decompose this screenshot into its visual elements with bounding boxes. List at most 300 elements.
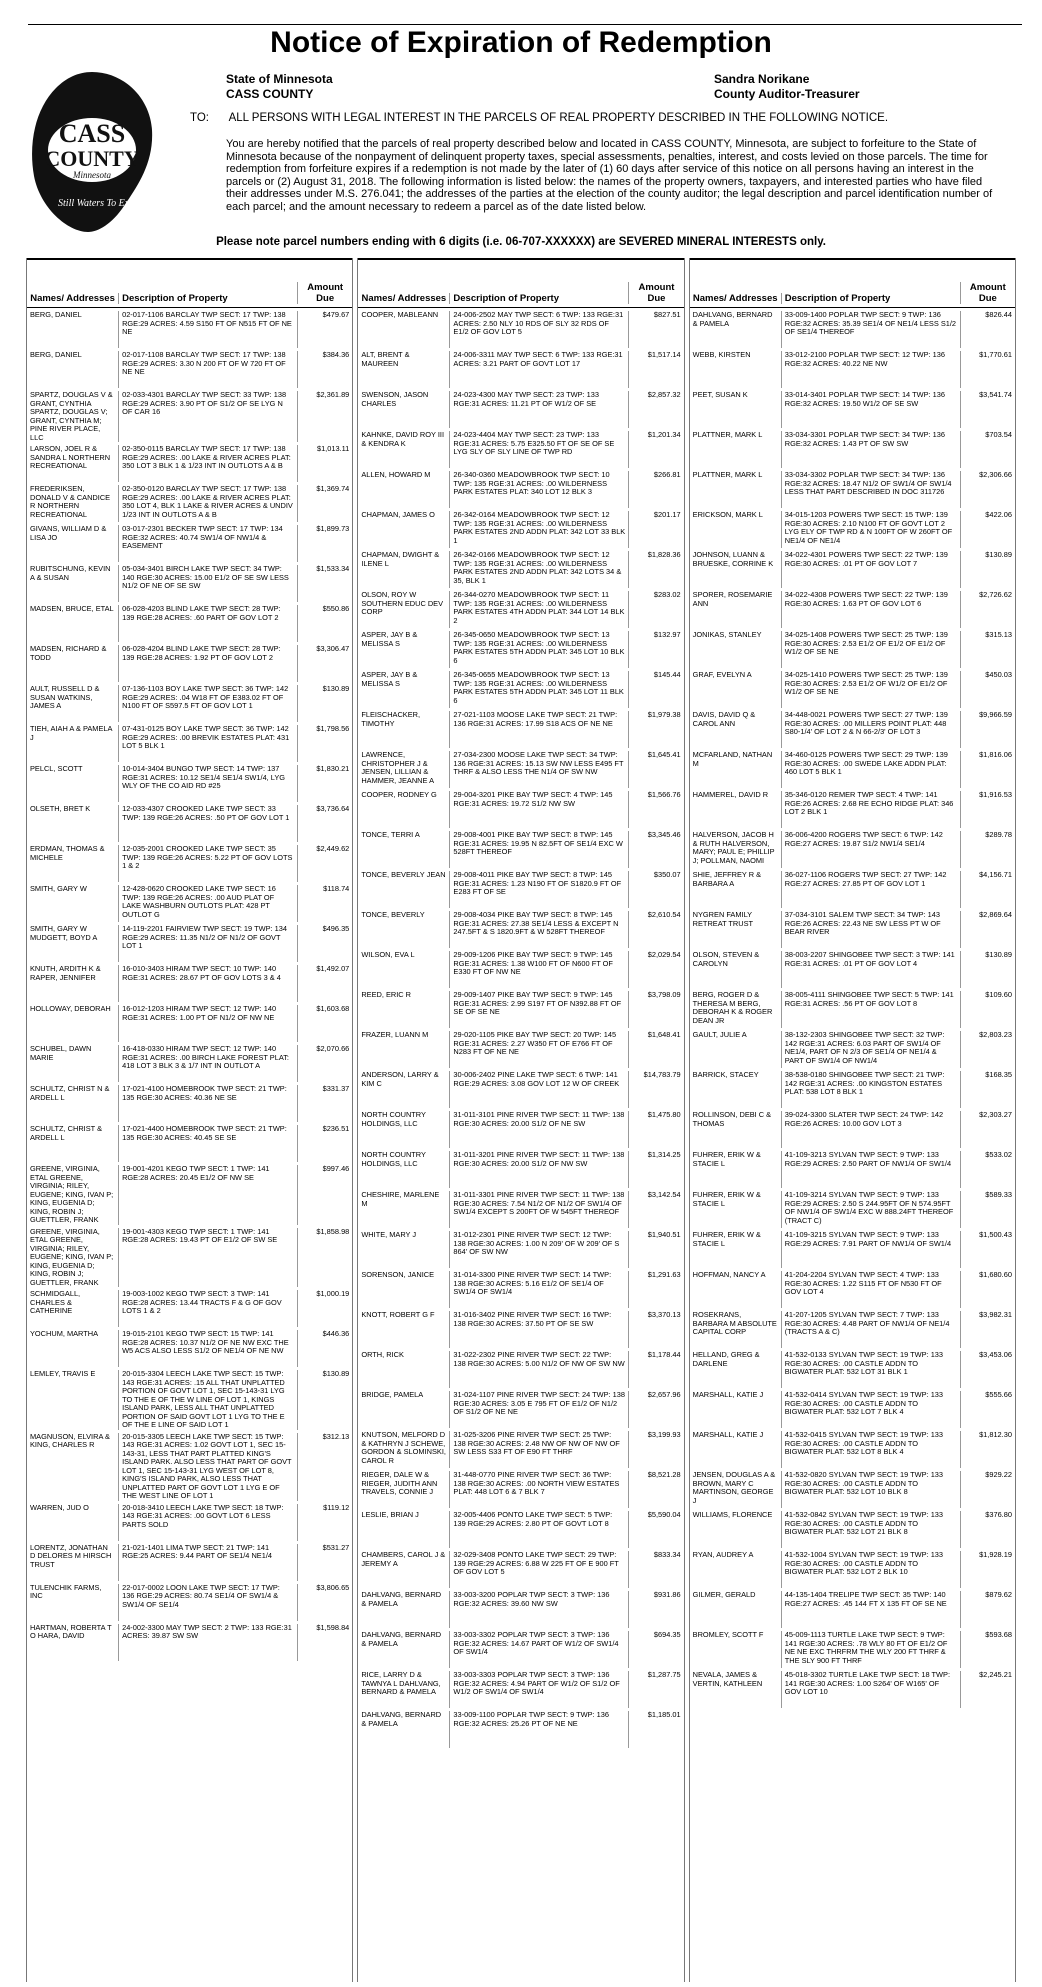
owner-names: MARSHALL, KATIE J	[692, 1390, 764, 1399]
amount-due: $2,869.64	[960, 911, 1015, 948]
owner-names: BERG, DANIEL	[30, 350, 82, 359]
table-row	[358, 388, 683, 428]
owner-names: DAHLVANG, BERNARD & PAMELA	[361, 1630, 442, 1648]
table-row	[358, 668, 683, 708]
owner-names: WARREN, JUD O	[30, 1502, 89, 1512]
owner-names: ASPER, JAY B & MELISSA S	[361, 670, 418, 688]
property-description: 12-033-4307 CROOKED LAKE TWP SECT: 33 TWP: 139 RGE:26 ACRES: .50 PT OF GOV LOT 1	[118, 805, 297, 842]
table-row	[27, 962, 352, 1002]
amount-due: $2,070.66	[297, 1045, 352, 1082]
table-row	[690, 1308, 1015, 1348]
property-description: 24-002-3300 MAY TWP SECT: 2 TWP: 133 RGE:31 ACRES: 39.87 SW SW	[118, 1624, 297, 1661]
table-row	[690, 1548, 1015, 1588]
table-header	[27, 258, 352, 308]
amount-due: $2,303.27	[960, 1111, 1015, 1148]
property-description: 10-014-3404 BUNGO TWP SECT: 14 TWP: 137 RGE:31 ACRES: 10.12 SE1/4 SE1/4 SW1/4, LYG WLY OF THE CO AID RD #25	[118, 765, 297, 802]
table-row	[690, 1668, 1015, 1708]
amount-due: $997.46	[297, 1165, 352, 1225]
table-row	[358, 948, 683, 988]
owner-names: SORENSON, JANICE	[361, 1270, 435, 1279]
table-row	[690, 1388, 1015, 1428]
owner-names: TULENCHIK FARMS, INC	[30, 1582, 102, 1600]
property-description: 34-022-4308 POWERS TWP SECT: 22 TWP: 139 RGE:30 ACRES: 1.63 PT OF GOV LOT 6	[781, 591, 960, 628]
property-description: 33-012-2100 POPLAR TWP SECT: 12 TWP: 136 RGE:32 ACRES: 40.22 NE NW	[781, 351, 960, 388]
owner-names: MADSEN, BRUCE, ETAL	[30, 604, 114, 613]
table-row	[358, 1148, 683, 1188]
owner-names: HALVERSON, JACOB H & RUTH HALVERSON, MARY; PAUL E; PHILLIP J; POLLMAN, NAOMI	[692, 830, 775, 865]
table-row	[27, 442, 352, 482]
owner-names: ERDMAN, THOMAS & MICHELE	[30, 844, 105, 862]
property-description: 24-006-2502 MAY TWP SECT: 6 TWP: 133 RGE:31 ACRES: 2.50 NLY 10 RDS OF SLY 32 RDS OF E1/2 OF GOV LOT 5	[449, 311, 628, 348]
property-description: 26-345-0650 MEADOWBROOK TWP SECT: 13 TWP: 135 RGE:31 ACRES: .00 WILDERNESS PARK ESTATES 5TH ADDN PLAT: 345 LOT 10 BLK 6	[449, 631, 628, 668]
amount-due: $2,245.21	[960, 1671, 1015, 1708]
owner-names: RYAN, AUDREY A	[692, 1550, 754, 1559]
table-row	[27, 722, 352, 762]
table-header	[358, 258, 683, 308]
amount-due: $315.13	[960, 631, 1015, 668]
owner-names: SCHULTZ, CHRIST & ARDELL L	[30, 1124, 102, 1142]
owner-names: LEMLEY, TRAVIS E	[30, 1369, 96, 1378]
property-description: 33-003-3200 POPLAR TWP SECT: 3 TWP: 136 RGE:32 ACRES: 39.60 NW SW	[449, 1591, 628, 1628]
property-description: 26-342-0166 MEADOWBROOK TWP SECT: 12 TWP: 135 RGE:31 ACRES: .00 WILDERNESS PARK ESTATES 2ND ADDN PLAT: 342 LOTS 34 & 35, BLK 1	[449, 551, 628, 588]
table-row	[690, 1068, 1015, 1108]
owner-names: ANDERSON, LARRY & KIM C	[361, 1070, 439, 1088]
property-description: 20-015-3305 LEECH LAKE TWP SECT: 15 TWP: 143 RGE:31 ACRES: 1.02 GOVT LOT 1, SEC 15-143-31, LESS THAT PART PLATTED KING'S ISLAND PARK. ALSO LESS THAT PART OF GOVT LOT 1, SEC 15-143-31 LYG WEST OF LOT 8, KING'S ISLAND PARK, ALSO LESS THAT UNPLATTED PART OF GOVT LOT 1 LYG E OF THE WEST LINE OF LOT 1	[118, 1433, 297, 1501]
amount-due: $1,517.14	[628, 351, 683, 388]
property-description: 38-132-2303 SHINGOBEE TWP SECT: 32 TWP: 142 RGE:31 ACRES: 6.03 PART OF SW1/4 OF NE1/4, PART OF N 2/3 OF SE1/4 OF NE1/4 & PART OF SW1/4 OF NW1/4	[781, 1031, 960, 1068]
table-row	[27, 482, 352, 522]
owner-names: LORENTZ, JONATHAN D DELORES M HIRSCH TRUST	[30, 1542, 112, 1569]
table-row	[27, 1122, 352, 1162]
property-description: 41-532-0414 SYLVAN TWP SECT: 19 TWP: 133 RGE:30 ACRES: .00 CASTLE ADDN TO BIGWATER PLAT: 532 LOT 7 BLK 4	[781, 1391, 960, 1428]
table-row	[27, 1042, 352, 1082]
property-description: 31-024-1107 PINE RIVER TWP SECT: 24 TWP: 138 RGE:30 ACRES: 3.05 E 795 FT OF E1/2 OF N1/2 OF S1/2 OF NE NE	[449, 1391, 628, 1428]
property-description: 30-006-2402 PINE LAKE TWP SECT: 6 TWP: 141 RGE:29 ACRES: 3.08 GOV LOT 12 W OF CREEK	[449, 1071, 628, 1108]
property-description: 34-015-1203 POWERS TWP SECT: 15 TWP: 139 RGE:30 ACRES: 2.10 N100 FT OF GOVT LOT 2 LYG ELY OF TWP RD & N 100FT OF W 260FT OF NE1/4 OF NE1/4	[781, 511, 960, 548]
table-row	[27, 602, 352, 642]
property-description: 29-008-4001 PIKE BAY TWP SECT: 8 TWP: 145 RGE:31 ACRES: 19.95 N 82.5FT OF SE1/4 EXC W 528FT THEREOF	[449, 831, 628, 868]
amount-due: $1,492.07	[297, 965, 352, 1002]
property-description: 17-021-4400 HOMEBROOK TWP SECT: 21 TWP: 135 RGE:30 ACRES: 40.45 SE SE	[118, 1125, 297, 1162]
property-description: 33-034-3302 POPLAR TWP SECT: 34 TWP: 136 RGE:32 ACRES: 18.47 N1/2 OF SW1/4 OF SW1/4 LESS THAT PART DESCRIBED IN DOC 311726	[781, 471, 960, 508]
table-row	[27, 1501, 352, 1541]
owner-names: AULT, RUSSELL D & SUSAN WATKINS, JAMES A	[30, 684, 100, 710]
property-description: 41-532-0842 SYLVAN TWP SECT: 19 TWP: 133 RGE:30 ACRES: .00 CASTLE ADDN TO BIGWATER PLAT: 532 LOT 21 BLK 8	[781, 1511, 960, 1548]
owner-names: WEBB, KIRSTEN	[692, 350, 751, 359]
amount-due: $2,657.96	[628, 1391, 683, 1428]
amount-due: $3,199.93	[628, 1431, 683, 1468]
amount-due: $5,590.04	[628, 1511, 683, 1548]
property-description: 12-428-0620 CROOKED LAKE TWP SECT: 16 TWP: 139 RGE:26 ACRES: .00 AUD PLAT OF LAKE WASHBURN OUTLOTS PLAT: 428 PT OUTLOT G	[118, 885, 297, 922]
header-amount: Amount Due	[960, 282, 1015, 304]
amount-due: $109.60	[960, 991, 1015, 1028]
owner-names: PLATTNER, MARK L	[692, 470, 763, 479]
amount-due: $168.35	[960, 1071, 1015, 1108]
amount-due: $422.06	[960, 511, 1015, 548]
property-description: 29-009-1206 PIKE BAY TWP SECT: 9 TWP: 145 RGE:31 ACRES: 1.38 W100 FT OF N600 FT OF E330 FT OF NW NE	[449, 951, 628, 988]
amount-due: $2,726.62	[960, 591, 1015, 628]
owner-names: SCHUBEL, DAWN MARIE	[30, 1044, 92, 1062]
table-row	[358, 468, 683, 508]
amount-due: $331.37	[297, 1085, 352, 1122]
owner-names: SMITH, GARY W	[30, 884, 87, 893]
table-row	[27, 882, 352, 922]
property-description: 02-350-0120 BARCLAY TWP SECT: 17 TWP: 138 RGE:29 ACRES: .00 LAKE & RIVER ACRES PLAT: 350 LOT 4, BLK 1 LAKE & RIVER ACRES & UNDIV 1/23 INT IN OUTLOTS A & B	[118, 485, 297, 522]
amount-due: $3,142.54	[628, 1191, 683, 1228]
amount-due: $1,770.61	[960, 351, 1015, 388]
amount-due: $132.97	[628, 631, 683, 668]
property-description: 19-003-1002 KEGO TWP SECT: 3 TWP: 141 RGE:28 ACRES: 13.44 TRACTS F & G OF GOV LOTS 1 & 2	[118, 1290, 297, 1327]
property-description: 31-016-3402 PINE RIVER TWP SECT: 16 TWP: 138 RGE:30 ACRES: 37.50 PT OF SE SW	[449, 1311, 628, 1348]
table-row	[27, 1367, 352, 1430]
table-row	[690, 548, 1015, 588]
property-description: 24-006-3311 MAY TWP SECT: 6 TWP: 133 RGE:31 ACRES: 3.21 PART OF GOVT LOT 17	[449, 351, 628, 388]
owner-names: FRAZER, LUANN M	[361, 1030, 429, 1039]
amount-due: $201.17	[628, 511, 683, 548]
owner-names: HARTMAN, ROBERTA T O HARA, DAVID	[30, 1622, 112, 1640]
amount-due: $1,178.44	[628, 1351, 683, 1388]
table-row	[358, 988, 683, 1028]
table-row	[690, 1348, 1015, 1388]
table-row	[358, 1628, 683, 1668]
amount-due: $130.89	[297, 1370, 352, 1430]
property-description: 31-025-3206 PINE RIVER TWP SECT: 25 TWP: 138 RGE:30 ACRES: 2.48 NW OF NW OF NW OF SW LESS S33 FT OF E90 FT THRF	[449, 1431, 628, 1468]
property-description: 19-001-4201 KEGO TWP SECT: 1 TWP: 141 RGE:28 ACRES: 20.45 E1/2 OF NW SE	[118, 1165, 297, 1225]
table-row	[358, 748, 683, 788]
header-description: Description of Property	[449, 293, 628, 304]
property-description: 32-005-4406 PONTO LAKE TWP SECT: 5 TWP: 139 RGE:29 ACRES: 2.80 PT OF GOVT LOT 8	[449, 1511, 628, 1548]
table-row	[358, 1508, 683, 1548]
table-row	[690, 828, 1015, 868]
table-row	[358, 1188, 683, 1228]
amount-due: $236.51	[297, 1125, 352, 1162]
amount-due: $593.68	[960, 1631, 1015, 1668]
owner-names: CHAMBERS, CAROL J & JEREMY A	[361, 1550, 446, 1568]
amount-due: $14,783.79	[628, 1071, 683, 1108]
owner-names: SCHULTZ, CHRIST N & ARDELL L	[30, 1084, 110, 1102]
owner-names: HAMMEREL, DAVID R	[692, 790, 769, 799]
owner-names: BARRICK, STACEY	[692, 1070, 759, 1079]
property-description: 27-034-2300 MOOSE LAKE TWP SECT: 34 TWP: 136 RGE:31 ACRES: 15.13 SW NW LESS E495 FT THRF & ALSO LESS THE N1/4 OF SW NW	[449, 751, 628, 788]
table-row	[27, 522, 352, 562]
owner-names: NORTH COUNTRY HOLDINGS, LLC	[361, 1110, 426, 1128]
owner-names: FREDERIKSEN, DONALD V & CANDICE R NORTHERN RECREATIONAL	[30, 484, 111, 519]
property-description: 33-009-1400 POPLAR TWP SECT: 9 TWP: 136 RGE:32 ACRES: 35.39 SE1/4 OF NE1/4 LESS S1/2 OF SE1/4 THEREOF	[781, 311, 960, 348]
property-description: 34-460-0125 POWERS TWP SECT: 29 TWP: 139 RGE:30 ACRES: .00 SWEDE LAKE ADDN PLAT: 460 LOT 5 BLK 1	[781, 751, 960, 788]
owner-names: GIVANS, WILLIAM D & LISA JO	[30, 524, 107, 542]
table-row	[27, 308, 352, 348]
property-description: 14-119-2201 FAIRVIEW TWP SECT: 19 TWP: 134 RGE:29 ACRES: 11.35 N1/2 OF N1/2 OF GOVT LOT 1	[118, 925, 297, 962]
amount-due: $694.35	[628, 1631, 683, 1668]
table-row	[358, 1108, 683, 1148]
table-row	[358, 788, 683, 828]
table-row	[690, 708, 1015, 748]
amount-due: $2,610.54	[628, 911, 683, 948]
table-row	[27, 642, 352, 682]
amount-due: $130.89	[297, 685, 352, 722]
table-row	[27, 1541, 352, 1581]
table-row	[358, 508, 683, 548]
table-row	[27, 1327, 352, 1367]
table-row	[27, 348, 352, 388]
property-description: 33-014-3401 POPLAR TWP SECT: 14 TWP: 136 RGE:32 ACRES: 19.50 W1/2 OF SE SW	[781, 391, 960, 428]
property-description: 41-109-3213 SYLVAN TWP SECT: 9 TWP: 133 RGE:29 ACRES: 2.50 PART OF NW1/4 OF SW1/4	[781, 1151, 960, 1188]
table-row	[358, 1588, 683, 1628]
amount-due: $1,645.41	[628, 751, 683, 788]
property-description: 02-017-1108 BARCLAY TWP SECT: 17 TWP: 138 RGE:29 ACRES: 3.30 N 200 FT OF W 720 FT OF NE NE	[118, 351, 297, 388]
property-description: 41-532-0415 SYLVAN TWP SECT: 19 TWP: 133 RGE:30 ACRES: .00 CASTLE ADDN TO BIGWATER PLAT: 532 LOT 8 BLK 4	[781, 1431, 960, 1468]
table-row	[690, 1588, 1015, 1628]
property-description: 39-024-3300 SLATER TWP SECT: 24 TWP: 142 RGE:26 ACRES: 10.00 GOV LOT 3	[781, 1111, 960, 1148]
table-row	[27, 1621, 352, 1661]
auditor-title: County Auditor-Treasurer	[714, 87, 860, 101]
owner-names: LAWRENCE, CHRISTOPHER J & JENSEN, LILLIAN & HAMMER, JEANNE A	[361, 750, 435, 785]
owner-names: DAHLVANG, BERNARD & PAMELA	[361, 1710, 442, 1728]
owner-names: SPARTZ, DOUGLAS V & GRANT, CYNTHIA SPARTZ, DOUGLAS V; GRANT, CYNTHIA M; PINE RIVER PLACE, LLC	[30, 390, 113, 442]
to-text: ALL PERSONS WITH LEGAL INTEREST IN THE PARCELS OF REAL PROPERTY DESCRIBED IN THE FOLLOWING NOTICE.	[228, 112, 889, 124]
amount-due: $929.22	[960, 1471, 1015, 1508]
parcel-tables	[26, 258, 1016, 1982]
property-description: 16-010-3403 HIRAM TWP SECT: 10 TWP: 140 RGE:31 ACRES: 28.67 PT OF GOV LOTS 3 & 4	[118, 965, 297, 1002]
table-row	[358, 1548, 683, 1588]
amount-due: $376.80	[960, 1511, 1015, 1548]
owner-names: HOLLOWAY, DEBORAH	[30, 1004, 111, 1013]
property-description: 29-004-3201 PIKE BAY TWP SECT: 4 TWP: 145 RGE:31 ACRES: 19.72 S1/2 NW SW	[449, 791, 628, 828]
owner-names: CHESHIRE, MARLENE M	[361, 1190, 440, 1208]
property-description: 29-008-4034 PIKE BAY TWP SECT: 8 TWP: 145 RGE:31 ACRES: 27.38 SE1/4 LESS & EXCEPT N 247.5FT & S 1820.9FT & W 528FT THEREOF	[449, 911, 628, 948]
table-row	[690, 948, 1015, 988]
property-description: 06-028-4203 BLIND LAKE TWP SECT: 28 TWP: 139 RGE:28 ACRES: .60 PART OF GOV LOT 2	[118, 605, 297, 642]
table-row	[358, 1388, 683, 1428]
property-description: 26-344-0270 MEADOWBROOK TWP SECT: 11 TWP: 135 RGE:31 ACRES: .00 WILDERNESS PARK ESTATES 4TH ADDN PLAT: 344 LOT 14 BLK 2	[449, 591, 628, 628]
amount-due: $3,453.06	[960, 1351, 1015, 1388]
property-description: 26-345-0655 MEADOWBROOK TWP SECT: 13 TWP: 135 RGE:31 ACRES: .00 WILDERNESS PARK ESTATES 5TH ADDN PLAT: 345 LOT 11 BLK 6	[449, 671, 628, 708]
amount-due: $1,533.34	[297, 565, 352, 602]
property-description: 32-029-3408 PONTO LAKE TWP SECT: 29 TWP: 139 RGE:29 ACRES: 6.88 W 225 FT OF E 900 FT OF GOV LOT 5	[449, 1551, 628, 1588]
table-row	[358, 348, 683, 388]
parcel-column	[26, 258, 353, 1982]
table-row	[358, 1468, 683, 1508]
parcel-column	[357, 258, 684, 1982]
top-rule	[28, 24, 1022, 25]
property-description: 31-022-2302 PINE RIVER TWP SECT: 22 TWP: 138 RGE:30 ACRES: 5.00 N1/2 OF NW OF SW NW	[449, 1351, 628, 1388]
owner-names: ORTH, RICK	[361, 1350, 404, 1359]
owner-names: SWENSON, JASON CHARLES	[361, 390, 429, 408]
table-row	[690, 1188, 1015, 1228]
owner-names: ASPER, JAY B & MELISSA S	[361, 630, 418, 648]
owner-names: HELLAND, GREG & DARLENE	[692, 1350, 760, 1368]
owner-names: LESLIE, BRIAN J	[361, 1510, 419, 1519]
table-row	[358, 1668, 683, 1708]
amount-due: $1,475.80	[628, 1111, 683, 1148]
amount-due: $312.13	[297, 1433, 352, 1501]
amount-due: $3,306.47	[297, 645, 352, 682]
header-names: Names/ Addresses	[30, 293, 115, 304]
amount-due: $1,013.11	[297, 445, 352, 482]
owner-names: JENSEN, DOUGLAS A & BROWN, MARY C MARTINSON, GEORGE J	[692, 1470, 776, 1505]
property-description: 31-448-0770 PINE RIVER TWP SECT: 36 TWP: 138 RGE:30 ACRES: .00 NORTH VIEW ESTATES PLAT: 448 LOT 6 & 7 BLK 7	[449, 1471, 628, 1508]
owner-names: JONIKAS, STANLEY	[692, 630, 762, 639]
amount-due: $1,940.51	[628, 1231, 683, 1268]
severed-mineral-note: Please note parcel numbers ending with 6 digits (i.e. 06-707-XXXXXX) are SEVERED MINERAL INTERESTS only.	[216, 236, 826, 248]
table-header	[690, 258, 1015, 308]
amount-due: $2,449.62	[297, 845, 352, 882]
owner-names: DAHLVANG, BERNARD & PAMELA	[692, 310, 773, 328]
amount-due: $931.86	[628, 1591, 683, 1628]
owner-names: MADSEN, RICHARD & TODD	[30, 644, 107, 662]
amount-due: $384.36	[297, 351, 352, 388]
owner-names: SHIE, JEFFREY R & BARBARA A	[692, 870, 762, 888]
amount-due: $550.86	[297, 605, 352, 642]
owner-names: KNOTT, ROBERT G F	[361, 1310, 435, 1319]
amount-due: $1,598.84	[297, 1624, 352, 1661]
owner-names: SCHMIDGALL, CHARLES & CATHERINE	[30, 1289, 81, 1315]
owner-names: KNUTH, ARDITH K & RAPER, JENNIFER	[30, 964, 101, 982]
amount-due: $1,185.01	[628, 1711, 683, 1748]
amount-due: $130.89	[960, 951, 1015, 988]
amount-due: $531.27	[297, 1544, 352, 1581]
table-row	[358, 1708, 683, 1748]
owner-names: KAHNKE, DAVID ROY III & KENDRA K	[361, 430, 445, 448]
header-description: Description of Property	[118, 293, 297, 304]
owner-names: NORTH COUNTRY HOLDINGS, LLC	[361, 1150, 426, 1168]
owner-names: CHAPMAN, DWIGHT & ILENE L	[361, 550, 440, 568]
table-row	[690, 428, 1015, 468]
property-description: 17-021-4100 HOMEBROOK TWP SECT: 21 TWP: 135 RGE:30 ACRES: 40.36 NE SE	[118, 1085, 297, 1122]
amount-due: $119.12	[297, 1504, 352, 1541]
owner-names: GAULT, JULIE A	[692, 1030, 747, 1039]
table-row	[27, 1430, 352, 1501]
amount-due: $2,361.89	[297, 391, 352, 442]
property-description: 34-022-4301 POWERS TWP SECT: 22 TWP: 139 RGE:30 ACRES: .01 PT OF GOV LOT 7	[781, 551, 960, 588]
owner-names: GREENE, VIRGINIA, ETAL GREENE, VIRGINIA; RILEY, EUGENE; KING, IVAN P; KING, EUGENIA D; KING, ROBIN J; GUETTLER, FRANK	[30, 1226, 114, 1287]
property-description: 45-009-1113 TURTLE LAKE TWP SECT: 9 TWP: 141 RGE:30 ACRES: .78 WLY 80 FT OF E1/2 OF NE NE EXC THRFRM THE WLY 200 FT THRF & THE SLY 900 FT THRF	[781, 1631, 960, 1668]
owner-names: FUHRER, ERIK W & STACIE L	[692, 1190, 761, 1208]
property-description: 38-003-2207 SHINGOBEE TWP SECT: 3 TWP: 141 RGE:31 ACRES: .01 PT OF GOV LOT 4	[781, 951, 960, 988]
table-row	[358, 548, 683, 588]
owner-names: RIEGER, DALE W & RIEGER, JUDITH ANN TRAVELS, CONNIE J	[361, 1470, 438, 1496]
table-row	[358, 1228, 683, 1268]
header-amount: Amount Due	[628, 282, 683, 304]
property-description: 07-136-1103 BOY LAKE TWP SECT: 36 TWP: 142 RGE:29 ACRES: .04 W18 FT OF E383.02 FT OF N100 FT OF S597.5 FT OF GOV LOT 1	[118, 685, 297, 722]
table-row	[690, 628, 1015, 668]
owner-names: MARSHALL, KATIE J	[692, 1430, 764, 1439]
amount-due: $3,736.64	[297, 805, 352, 842]
table-row	[358, 708, 683, 748]
owner-names: COOPER, RODNEY G	[361, 790, 437, 799]
amount-due: $1,979.38	[628, 711, 683, 748]
table-row	[690, 1428, 1015, 1468]
owner-names: BRIDGE, PAMELA	[361, 1390, 424, 1399]
amount-due: $3,982.31	[960, 1311, 1015, 1348]
amount-due: $1,812.30	[960, 1431, 1015, 1468]
owner-names: YOCHUM, MARTHA	[30, 1329, 99, 1338]
property-description: 03-017-2301 BECKER TWP SECT: 17 TWP: 134 RGE:32 ACRES: 40.74 SW1/4 OF NW1/4 & EASEMENT	[118, 525, 297, 562]
property-description: 29-020-1105 PIKE BAY TWP SECT: 20 TWP: 145 RGE:31 ACRES: 2.27 W350 FT OF E766 FT OF N283 FT OF NE NE	[449, 1031, 628, 1068]
table-row	[358, 1348, 683, 1388]
table-row	[27, 682, 352, 722]
table-row	[690, 868, 1015, 908]
property-description: 19-001-4303 KEGO TWP SECT: 1 TWP: 141 RGE:28 ACRES: 19.43 PT OF E1/2 OF SW SE	[118, 1228, 297, 1288]
amount-due: $9,966.59	[960, 711, 1015, 748]
table-row	[358, 1428, 683, 1468]
property-description: 33-034-3301 POPLAR TWP SECT: 34 TWP: 136 RGE:32 ACRES: 1.43 PT OF SW SW	[781, 431, 960, 468]
amount-due: $118.74	[297, 885, 352, 922]
amount-due: $1,858.98	[297, 1228, 352, 1288]
property-description: 31-014-3300 PINE RIVER TWP SECT: 14 TWP: 138 RGE:30 ACRES: 5.16 E1/2 OF SE1/4 OF SW1/4 OF SW1/4	[449, 1271, 628, 1308]
property-description: 05-034-3401 BIRCH LAKE TWP SECT: 34 TWP: 140 RGE:30 ACRES: 15.00 E1/2 OF SE SW LESS N1/2 OF NE OF SE SW	[118, 565, 297, 602]
owner-names: GILMER, GERALD	[692, 1590, 756, 1599]
amount-due: $283.02	[628, 591, 683, 628]
svg-text:Still Waters To Explore: Still Waters To Explore	[58, 198, 150, 209]
amount-due: $2,803.23	[960, 1031, 1015, 1068]
amount-due: $879.62	[960, 1591, 1015, 1628]
amount-due: $8,521.28	[628, 1471, 683, 1508]
property-description: 31-011-3101 PINE RIVER TWP SECT: 11 TWP: 138 RGE:30 ACRES: 20.00 S1/2 OF NE SW	[449, 1111, 628, 1148]
owner-names: ROSEKRANS, BARBARA M ABSOLUTE CAPITAL CORP	[692, 1310, 777, 1336]
owner-names: REED, ERIC R	[361, 990, 412, 999]
header-amount: Amount Due	[297, 282, 352, 304]
owner-names: MAGNUSON, ELVIRA & KING, CHARLES R	[30, 1431, 110, 1449]
table-row	[690, 508, 1015, 548]
svg-text:CASS: CASS	[58, 119, 126, 148]
table-row	[690, 748, 1015, 788]
amount-due: $1,680.60	[960, 1271, 1015, 1308]
amount-due: $1,291.63	[628, 1271, 683, 1308]
table-row	[27, 842, 352, 882]
svg-text:COUNTY: COUNTY	[44, 146, 140, 171]
owner-names: FUHRER, ERIK W & STACIE L	[692, 1230, 761, 1248]
owner-names: NYGREN FAMILY RETREAT TRUST	[692, 910, 754, 928]
property-description: 36-027-1106 ROGERS TWP SECT: 27 TWP: 142 RGE:27 ACRES: 27.85 PT OF GOV LOT 1	[781, 871, 960, 908]
amount-due: $1,566.76	[628, 791, 683, 828]
amount-due: $1,830.21	[297, 765, 352, 802]
amount-due: $3,806.65	[297, 1584, 352, 1621]
parcel-column	[689, 258, 1016, 1982]
property-description: 16-012-1203 HIRAM TWP SECT: 12 TWP: 140 RGE:31 ACRES: 1.00 PT OF N1/2 OF NW NE	[118, 1005, 297, 1042]
property-description: 24-023-4300 MAY TWP SECT: 23 TWP: 133 RGE:31 ACRES: 11.21 PT OF W1/2 OF SE	[449, 391, 628, 428]
owner-names: WILLIAMS, FLORENCE	[692, 1510, 773, 1519]
state-name: State of Minnesota	[226, 72, 333, 86]
amount-due: $3,541.74	[960, 391, 1015, 428]
property-description: 41-207-1205 SYLVAN TWP SECT: 7 TWP: 133 RGE:30 ACRES: 4.48 PART OF NW1/4 OF NE1/4 (TRACTS A & C)	[781, 1311, 960, 1348]
table-row	[358, 828, 683, 868]
owner-names: RICE, LARRY D & TAWNYA L DAHLVANG, BERNARD & PAMELA	[361, 1670, 441, 1696]
table-row	[27, 762, 352, 802]
table-row	[690, 668, 1015, 708]
header-names: Names/ Addresses	[361, 293, 447, 304]
owner-names: MCFARLAND, NATHAN M	[692, 750, 773, 768]
owner-names: BERG, DANIEL	[30, 310, 82, 319]
amount-due: $703.54	[960, 431, 1015, 468]
cass-county-logo	[28, 68, 156, 236]
amount-due: $826.44	[960, 311, 1015, 348]
table-row	[358, 908, 683, 948]
amount-due: $3,798.09	[628, 991, 683, 1028]
page-title: Notice of Expiration of Redemption	[270, 26, 772, 59]
property-description: 41-532-1004 SYLVAN TWP SECT: 19 TWP: 133 RGE:30 ACRES: .00 CASTLE ADDN TO BIGWATER PLAT: 532 LOT 2 BLK 10	[781, 1551, 960, 1588]
amount-due: $1,369.74	[297, 485, 352, 522]
table-row	[27, 1162, 352, 1225]
owner-names: KNUTSON, MELFORD D & KATHRYN J SCHEWE, GORDON & SLOMINSKI, CAROL R	[361, 1430, 446, 1465]
property-description: 34-025-1408 POWERS TWP SECT: 25 TWP: 139 RGE:30 ACRES: 2.53 E1/2 OF E1/2 OF E1/2 OF W1/2 OF SE NE	[781, 631, 960, 668]
owner-names: TONCE, BEVERLY	[361, 910, 425, 919]
owner-names: OLSETH, BRET K	[30, 804, 91, 813]
amount-due: $2,857.32	[628, 391, 683, 428]
amount-due: $479.67	[297, 311, 352, 348]
property-description: 35-346-0120 REMER TWP SECT: 4 TWP: 141 RGE:26 ACRES: 2.68 RE ECHO RIDGE PLAT: 346 LOT 2 BLK 1	[781, 791, 960, 828]
property-description: 07-431-0125 BOY LAKE TWP SECT: 36 TWP: 142 RGE:29 ACRES: .00 BREVIK ESTATES PLAT: 431 LOT 5 BLK 1	[118, 725, 297, 762]
